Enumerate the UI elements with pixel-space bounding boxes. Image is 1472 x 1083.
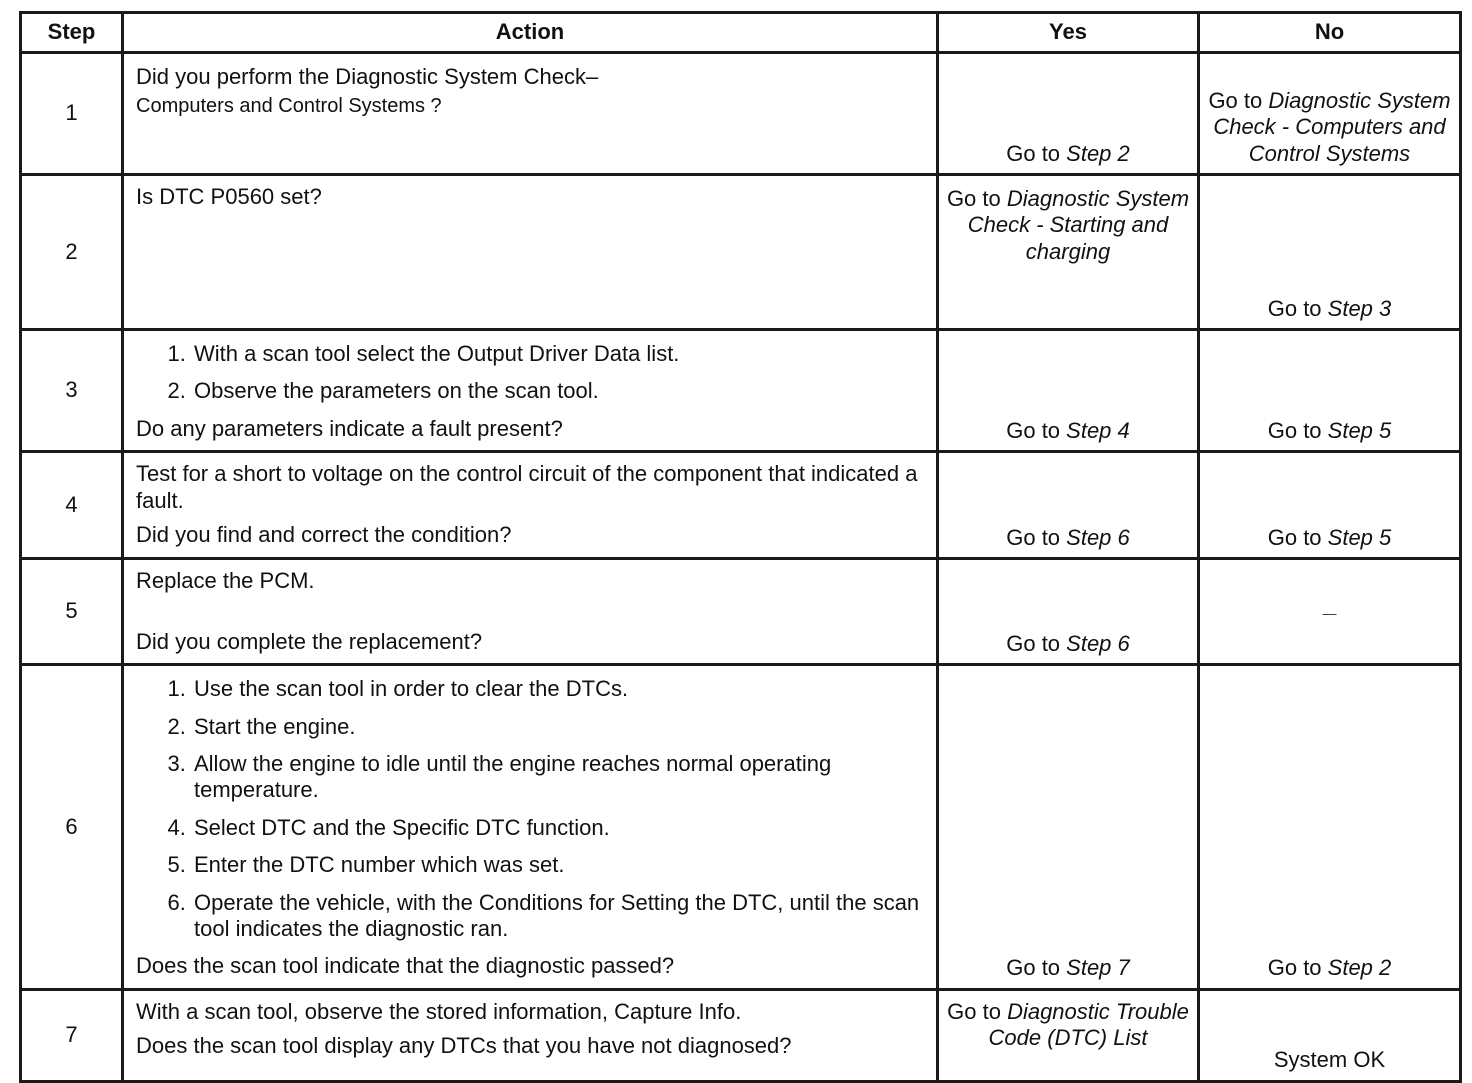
yes-link[interactable]: Step 6 xyxy=(1066,524,1130,550)
no-text: — xyxy=(1322,605,1337,622)
table-row xyxy=(21,53,1461,175)
yes-prefix: Go to xyxy=(947,998,1008,1024)
action-text: Is DTC P0560 set? xyxy=(136,184,322,209)
no-cell xyxy=(1199,452,1461,559)
action-question: Did you find and correct the condition? xyxy=(136,521,512,547)
yes-link[interactable]: Step 2 xyxy=(1066,140,1130,166)
header-step: Step xyxy=(21,13,123,53)
action-question: Does the scan tool display any DTCs that you have not diagnosed? xyxy=(136,1033,792,1059)
yes-link[interactable]: Diagnostic Trouble Code (DTC) List xyxy=(988,998,1189,1051)
action-steps-list xyxy=(136,341,924,405)
action-cell xyxy=(123,559,938,665)
step-number: 4 xyxy=(21,452,123,559)
list-item: 3. Allow the engine to idle until the engine reaches normal operating temperature. xyxy=(192,751,924,804)
list-item: 1. Use the scan tool in order to clear the DTCs. xyxy=(192,676,924,702)
step-number: 2 xyxy=(21,175,123,330)
action-text: Computers and Control Systems ? xyxy=(136,95,442,118)
action-cell xyxy=(123,452,938,559)
action-text: Did you perform the Diagnostic System Check– xyxy=(136,64,599,89)
step-number: 3 xyxy=(21,330,123,452)
yes-cell xyxy=(938,53,1199,175)
no-prefix: Go to xyxy=(1267,955,1328,981)
action-steps-list xyxy=(136,676,924,942)
action-question: Did you complete the replacement? xyxy=(136,628,483,654)
step-number: 1 xyxy=(21,53,123,175)
header-row xyxy=(21,13,1461,53)
no-prefix: Go to xyxy=(1267,417,1328,443)
yes-prefix: Go to xyxy=(1006,524,1067,550)
diagnostic-table xyxy=(19,11,1462,1083)
action-cell xyxy=(123,53,938,175)
no-text: System OK xyxy=(1273,1047,1386,1073)
table-row xyxy=(21,989,1461,1081)
no-link[interactable]: Step 5 xyxy=(1327,417,1392,443)
yes-link[interactable]: Step 6 xyxy=(1066,630,1130,656)
step-number: 5 xyxy=(21,559,123,665)
list-item: 2. Start the engine. xyxy=(192,714,924,740)
yes-link[interactable]: Diagnostic System Check - Starting and charging xyxy=(967,186,1190,264)
table-row xyxy=(21,175,1461,330)
yes-prefix: Go to xyxy=(1006,417,1067,443)
action-cell xyxy=(123,330,938,452)
action-text: Replace the PCM. xyxy=(136,568,315,594)
no-prefix: Go to xyxy=(1267,524,1328,550)
list-item: 4. Select DTC and the Specific DTC function. xyxy=(192,815,924,841)
no-link[interactable]: Step 3 xyxy=(1327,295,1392,321)
no-link[interactable]: Diagnostic System Check - Computers and Control Systems xyxy=(1213,87,1451,166)
action-cell xyxy=(123,665,938,990)
yes-cell xyxy=(938,665,1199,990)
yes-link[interactable]: Step 4 xyxy=(1066,417,1130,443)
no-cell xyxy=(1199,559,1461,665)
yes-cell xyxy=(938,989,1199,1081)
table-row xyxy=(21,665,1461,990)
list-item: 1. With a scan tool select the Output Driver Data list. xyxy=(192,341,924,367)
no-cell xyxy=(1199,53,1461,175)
step-number: 6 xyxy=(21,665,123,990)
table-row xyxy=(21,330,1461,452)
step-number: 7 xyxy=(21,989,123,1081)
no-cell xyxy=(1199,330,1461,452)
no-prefix: Go to xyxy=(1208,87,1269,113)
no-cell xyxy=(1199,175,1461,330)
yes-link[interactable]: Step 7 xyxy=(1066,955,1130,981)
no-prefix: Go to xyxy=(1267,295,1328,321)
no-cell xyxy=(1199,989,1461,1081)
table-row xyxy=(21,452,1461,559)
yes-prefix: Go to xyxy=(1006,140,1067,166)
table-row xyxy=(21,559,1461,665)
yes-cell xyxy=(938,330,1199,452)
action-text: With a scan tool, observe the stored information, Capture Info. xyxy=(136,998,742,1024)
action-question: Do any parameters indicate a fault present? xyxy=(136,415,563,441)
action-question: Does the scan tool indicate that the diagnostic passed? xyxy=(136,953,675,979)
list-item: 5. Enter the DTC number which was set. xyxy=(192,852,924,878)
yes-prefix: Go to xyxy=(1006,630,1067,656)
yes-cell xyxy=(938,175,1199,330)
action-cell xyxy=(123,989,938,1081)
list-item: 6. Operate the vehicle, with the Conditions for Setting the DTC, until the scan tool indicates the diagnostic ran. xyxy=(192,890,924,943)
yes-prefix: Go to xyxy=(946,186,1007,211)
list-item: 2. Observe the parameters on the scan tool. xyxy=(192,378,924,404)
yes-cell xyxy=(938,452,1199,559)
action-text: Test for a short to voltage on the control circuit of the component that indicated a fault. xyxy=(136,461,918,513)
no-cell xyxy=(1199,665,1461,990)
header-action: Action xyxy=(123,13,938,53)
yes-cell xyxy=(938,559,1199,665)
yes-prefix: Go to xyxy=(1006,955,1067,981)
no-link[interactable]: Step 5 xyxy=(1327,524,1392,550)
no-link[interactable]: Step 2 xyxy=(1327,955,1392,981)
action-cell xyxy=(123,175,938,330)
header-yes: Yes xyxy=(938,13,1199,53)
header-no: No xyxy=(1199,13,1461,53)
